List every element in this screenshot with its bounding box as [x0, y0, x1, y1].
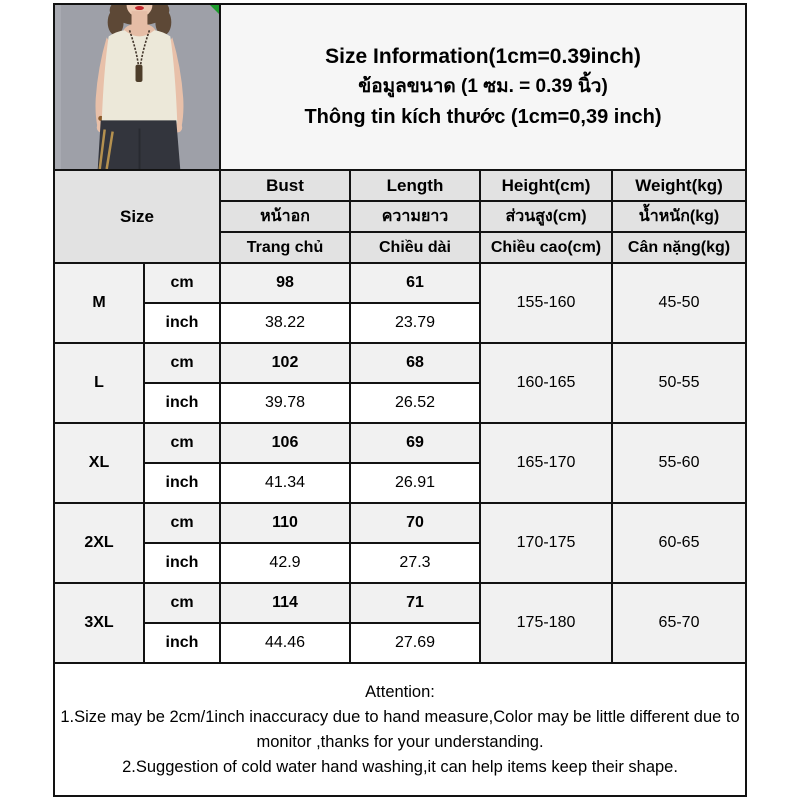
unit-inch: inch	[144, 303, 220, 343]
table-row	[54, 583, 746, 623]
value-3xl-weight: 65-70	[612, 583, 746, 663]
size-chart-sheet	[53, 3, 747, 797]
size-table	[53, 3, 747, 797]
header-bust-th: หน้าอก	[220, 201, 350, 232]
unit-cm: cm	[144, 263, 220, 303]
value-xl-bust-cm: 106	[220, 423, 350, 463]
unit-inch: inch	[144, 383, 220, 423]
size-label-l: L	[54, 343, 144, 423]
attention-row	[54, 663, 746, 796]
table-row	[54, 343, 746, 383]
model-photo-illustration	[55, 5, 219, 169]
unit-cm: cm	[144, 423, 220, 463]
value-2xl-height: 170-175	[480, 503, 612, 583]
size-label-2xl: 2XL	[54, 503, 144, 583]
table-row	[54, 503, 746, 543]
value-2xl-length-inch: 27.3	[350, 543, 480, 583]
size-info-title-th: ข้อมูลขนาด (1 ซม. = 0.39 นิ้ว)	[358, 76, 608, 97]
attention-note-1: 1.Size may be 2cm/1inch inaccuracy due to hand measure,Color may be little different due to monitor ,thanks for your understanding.	[60, 707, 740, 751]
value-2xl-bust-inch: 42.9	[220, 543, 350, 583]
size-label-xl: XL	[54, 423, 144, 503]
product-photo	[54, 4, 220, 170]
value-2xl-length-cm: 70	[350, 503, 480, 543]
size-info-title-en: Size Information(1cm=0.39inch)	[325, 45, 641, 68]
value-m-bust-inch: 38.22	[220, 303, 350, 343]
value-3xl-bust-cm: 114	[220, 583, 350, 623]
header-height-vi: Chiều cao(cm)	[480, 232, 612, 263]
value-xl-length-inch: 26.91	[350, 463, 480, 503]
attention-notes	[54, 663, 746, 796]
header-weight-vi: Cân nặng(kg)	[612, 232, 746, 263]
value-l-weight: 50-55	[612, 343, 746, 423]
value-3xl-length-inch: 27.69	[350, 623, 480, 663]
unit-inch: inch	[144, 623, 220, 663]
header-length-en: Length	[350, 170, 480, 201]
unit-inch: inch	[144, 463, 220, 503]
value-2xl-weight: 60-65	[612, 503, 746, 583]
value-m-length-inch: 23.79	[350, 303, 480, 343]
value-l-length-inch: 26.52	[350, 383, 480, 423]
header-length-vi: Chiều dài	[350, 232, 480, 263]
value-m-bust-cm: 98	[220, 263, 350, 303]
size-label-m: M	[54, 263, 144, 343]
unit-cm: cm	[144, 503, 220, 543]
unit-cm: cm	[144, 583, 220, 623]
value-xl-length-cm: 69	[350, 423, 480, 463]
unit-inch: inch	[144, 543, 220, 583]
value-l-length-cm: 68	[350, 343, 480, 383]
size-column-header: Size	[54, 170, 220, 263]
value-l-bust-inch: 39.78	[220, 383, 350, 423]
title-block	[220, 4, 746, 170]
cell-corner-marker-icon	[210, 5, 219, 14]
top-row	[54, 4, 746, 170]
header-height-en: Height(cm)	[480, 170, 612, 201]
attention-heading: Attention:	[365, 682, 435, 701]
header-height-th: ส่วนสูง(cm)	[480, 201, 612, 232]
header-row-en	[54, 170, 746, 201]
header-length-th: ความยาว	[350, 201, 480, 232]
value-xl-height: 165-170	[480, 423, 612, 503]
value-m-length-cm: 61	[350, 263, 480, 303]
value-3xl-height: 175-180	[480, 583, 612, 663]
value-l-height: 160-165	[480, 343, 612, 423]
size-label-3xl: 3XL	[54, 583, 144, 663]
value-xl-bust-inch: 41.34	[220, 463, 350, 503]
table-row	[54, 423, 746, 463]
value-xl-weight: 55-60	[612, 423, 746, 503]
size-info-title-vi: Thông tin kích thước (1cm=0,39 inch)	[304, 106, 662, 128]
value-l-bust-cm: 102	[220, 343, 350, 383]
table-row	[54, 263, 746, 303]
value-3xl-length-cm: 71	[350, 583, 480, 623]
value-2xl-bust-cm: 110	[220, 503, 350, 543]
value-3xl-bust-inch: 44.46	[220, 623, 350, 663]
header-weight-th: น้ำหนัก(kg)	[612, 201, 746, 232]
header-bust-vi: Trang chủ	[220, 232, 350, 263]
unit-cm: cm	[144, 343, 220, 383]
header-bust-en: Bust	[220, 170, 350, 201]
attention-note-2: 2.Suggestion of cold water hand washing,it can help items keep their shape.	[122, 757, 678, 776]
value-m-weight: 45-50	[612, 263, 746, 343]
value-m-height: 155-160	[480, 263, 612, 343]
header-weight-en: Weight(kg)	[612, 170, 746, 201]
